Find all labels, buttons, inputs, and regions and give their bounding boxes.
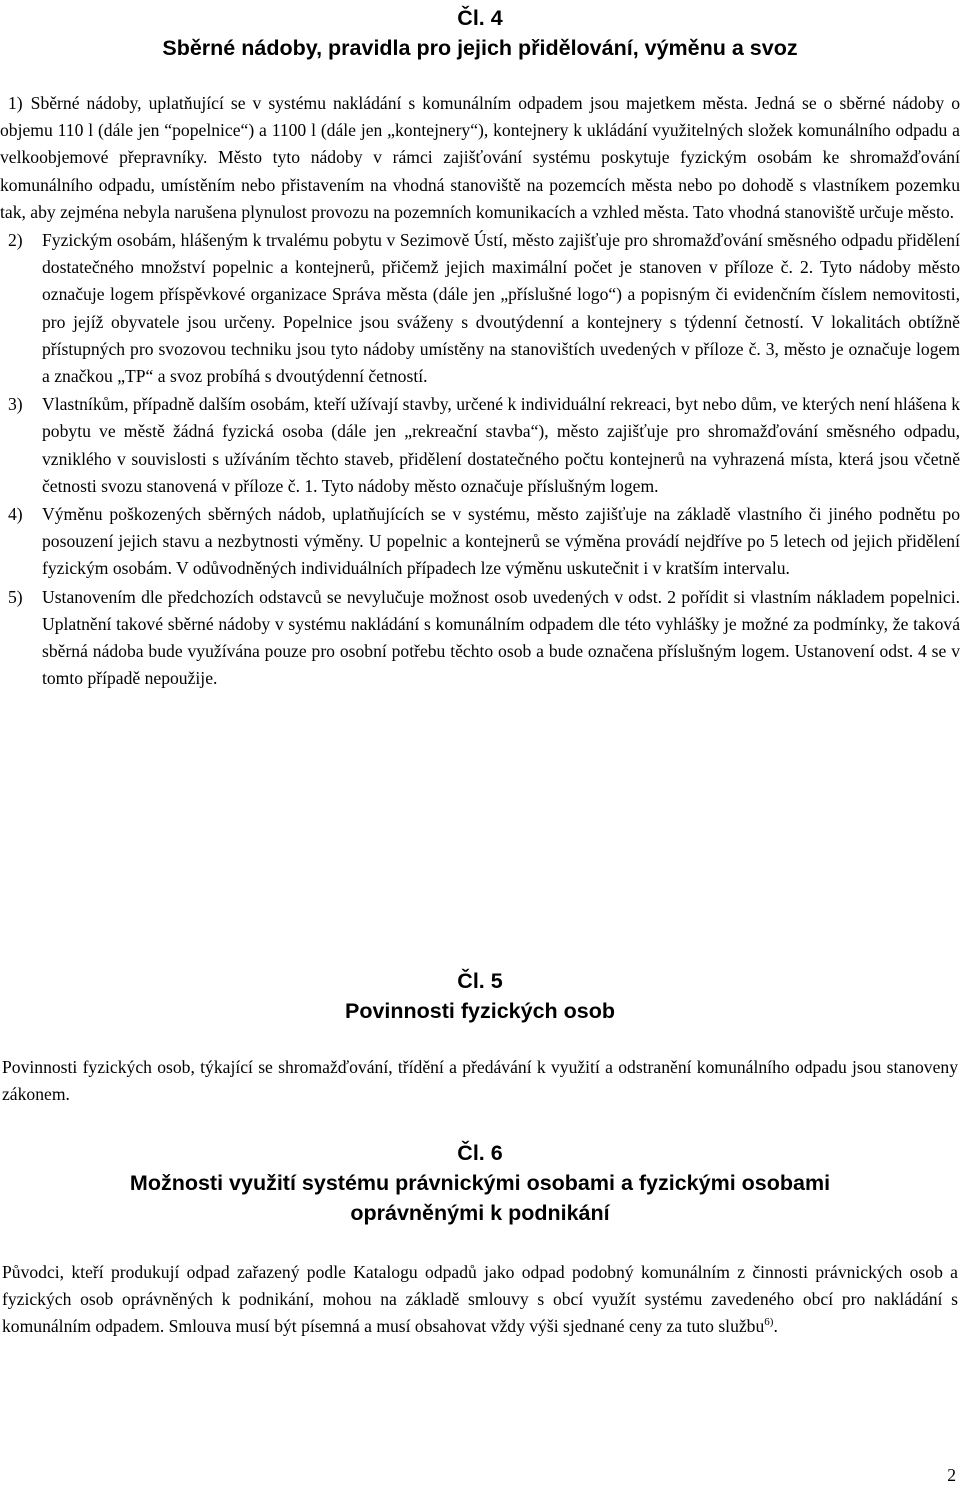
- article-5-number: Čl. 5: [457, 969, 503, 993]
- article-5-title: Povinnosti fyzických osob: [345, 999, 615, 1023]
- list-item-text: Výměnu poškozených sběrných nádob, uplatňujících se v systému, město zajišťuje na základě vlastního či jiného podnětu po posouzení jejich stavu a nezbytnosti výměny. U popelnic a kontejnerů se výměna provádí nejdříve po 5 letech od jejich přidělení fyzickým osobám. V odůvodněných individuálních případech lze výměnu uskutečnit i v kratším intervalu.: [42, 504, 960, 579]
- article-6-title-line-2: oprávněnými k podnikání: [350, 1201, 610, 1225]
- article-6-text: [0, 1259, 960, 1341]
- article-6-title-line-1: Možnosti využití systému právnickými osobami a fyzickými osobami: [129, 1171, 831, 1195]
- list-item: [0, 227, 960, 390]
- article-4-title: Sběrné nádoby, pravidla pro jejich přidělování, výměnu a svoz: [162, 36, 798, 60]
- list-item: [0, 501, 960, 583]
- article-4-list: [0, 90, 960, 692]
- list-item: [0, 391, 960, 500]
- list-item-text: Fyzickým osobám, hlášeným k trvalému pobytu v Sezimově Ústí, město zajišťuje pro shromažďování směsného odpadu přidělení dostatečného množství popelnic a kontejnerů, přičemž jejich maximální počet je stanoven v příloze č. 2. Tyto nádoby město označuje logem příspěvkové organizace Správa města (dále jen „příslušné logo“) a popisným či evidenčním číslem nemovitosti, pro jejíž obyvatele jsou určeny. Popelnice jsou sváženy s dvoutýdenní a kontejnery s týdenní četností. V lokalitách obtížně přístupných pro svozovou techniku jsou tyto nádoby umístěny na stanovištích uvedených v příloze č. 3, město je označuje logem a značkou „TP“ a svoz probíhá s dvoutýdenní četností.: [42, 230, 960, 387]
- list-item-number: 4): [8, 504, 23, 525]
- list-item-text: Vlastníkům, případně dalším osobám, kteří užívají stavby, určené k individuální rekreaci, byt nebo dům, ve kterých není hlášena k pobytu ve městě žádná fyzická osoba (dále jen „rekreační stavba“), město zajišťuje pro shromažďování směsného odpadu, vzniklého v souvislosti s užíváním těchto staveb, přidělení dostatečného počtu kontejnerů na vyhrazená místa, která jsou včetně četnosti svozu stanovená v příloze č. 1. Tyto nádoby město označuje příslušným logem.: [42, 394, 960, 496]
- article-6: [0, 1138, 960, 1228]
- list-item-text: Sběrné nádoby, uplatňující se v systému nakládání s komunálním odpadem jsou majetkem města. Jedná se o sběrné nádoby o objemu 110 l (dále jen “popelnice“) a 1100 l (dále jen „kontejnery“), kontejnery k ukládání využitelných složek komunálního odpadu a velkoobjemové přepravníky. Město tyto nádoby v rámci zajišťování systému poskytuje fyzickým osobám ke shromažďování komunálního odpadu, umístěním nebo přistavením na vhodná stanoviště na pozemcích města nebo po dohodě s vlastníkem pozemku tak, aby zejména nebyla narušena plynulost provozu na pozemních komunikacích a vzhled města. Tato vhodná stanoviště určuje město.: [0, 93, 960, 222]
- footnote-reference: 6): [764, 1316, 774, 1329]
- article-4-body: [0, 90, 960, 692]
- article-4: [0, 3, 960, 63]
- article-6-number: Čl. 6: [457, 1141, 503, 1165]
- list-item-number: 5): [8, 586, 23, 607]
- list-item-text: Ustanovením dle předchozích odstavců se nevylučuje možnost osob uvedených v odst. 2 pořídit si vlastním nákladem popelnici. Uplatnění takové sběrné nádoby v systému nakládání s komunálním odpadem dle této vyhlášky je možné za podmínky, že taková sběrná nádoba bude využívána pouze pro osobní potřebu těchto osob a bude označena příslušným logem. Ustanovení odst. 4 se v tomto případě nepoužije.: [42, 586, 960, 689]
- article-5-body: [0, 1054, 960, 1108]
- list-item-number: 3): [8, 394, 23, 415]
- list-item: [0, 90, 960, 226]
- article-6-body: [0, 1259, 960, 1341]
- article-6-paragraph: Původci, kteří produkují odpad zařazený podle Katalogu odpadů jako odpad podobný komunálním z činnosti právnických osob a fyzických osob oprávněných k podnikání, mohou na základě smlouvy s obcí využít systému zavedeného obcí pro nakládání s komunálním odpadem. Smlouva musí být písemná a musí obsahovat vždy výši sjednané ceny za tuto službu: [2, 1262, 958, 1337]
- article-5-text: Povinnosti fyzických osob, týkající se shromažďování, třídění a předávání k využití a odstranění komunálního odpadu jsou stanoveny zákonem.: [2, 1057, 958, 1105]
- article-5: [0, 966, 960, 1026]
- article-4-number: Čl. 4: [457, 6, 503, 30]
- list-item-number: 2): [8, 230, 23, 251]
- article-6-paragraph-end: .: [773, 1316, 778, 1337]
- list-item-number: 1): [8, 93, 23, 113]
- list-item: [0, 584, 960, 693]
- page-number: 2: [947, 1465, 956, 1485]
